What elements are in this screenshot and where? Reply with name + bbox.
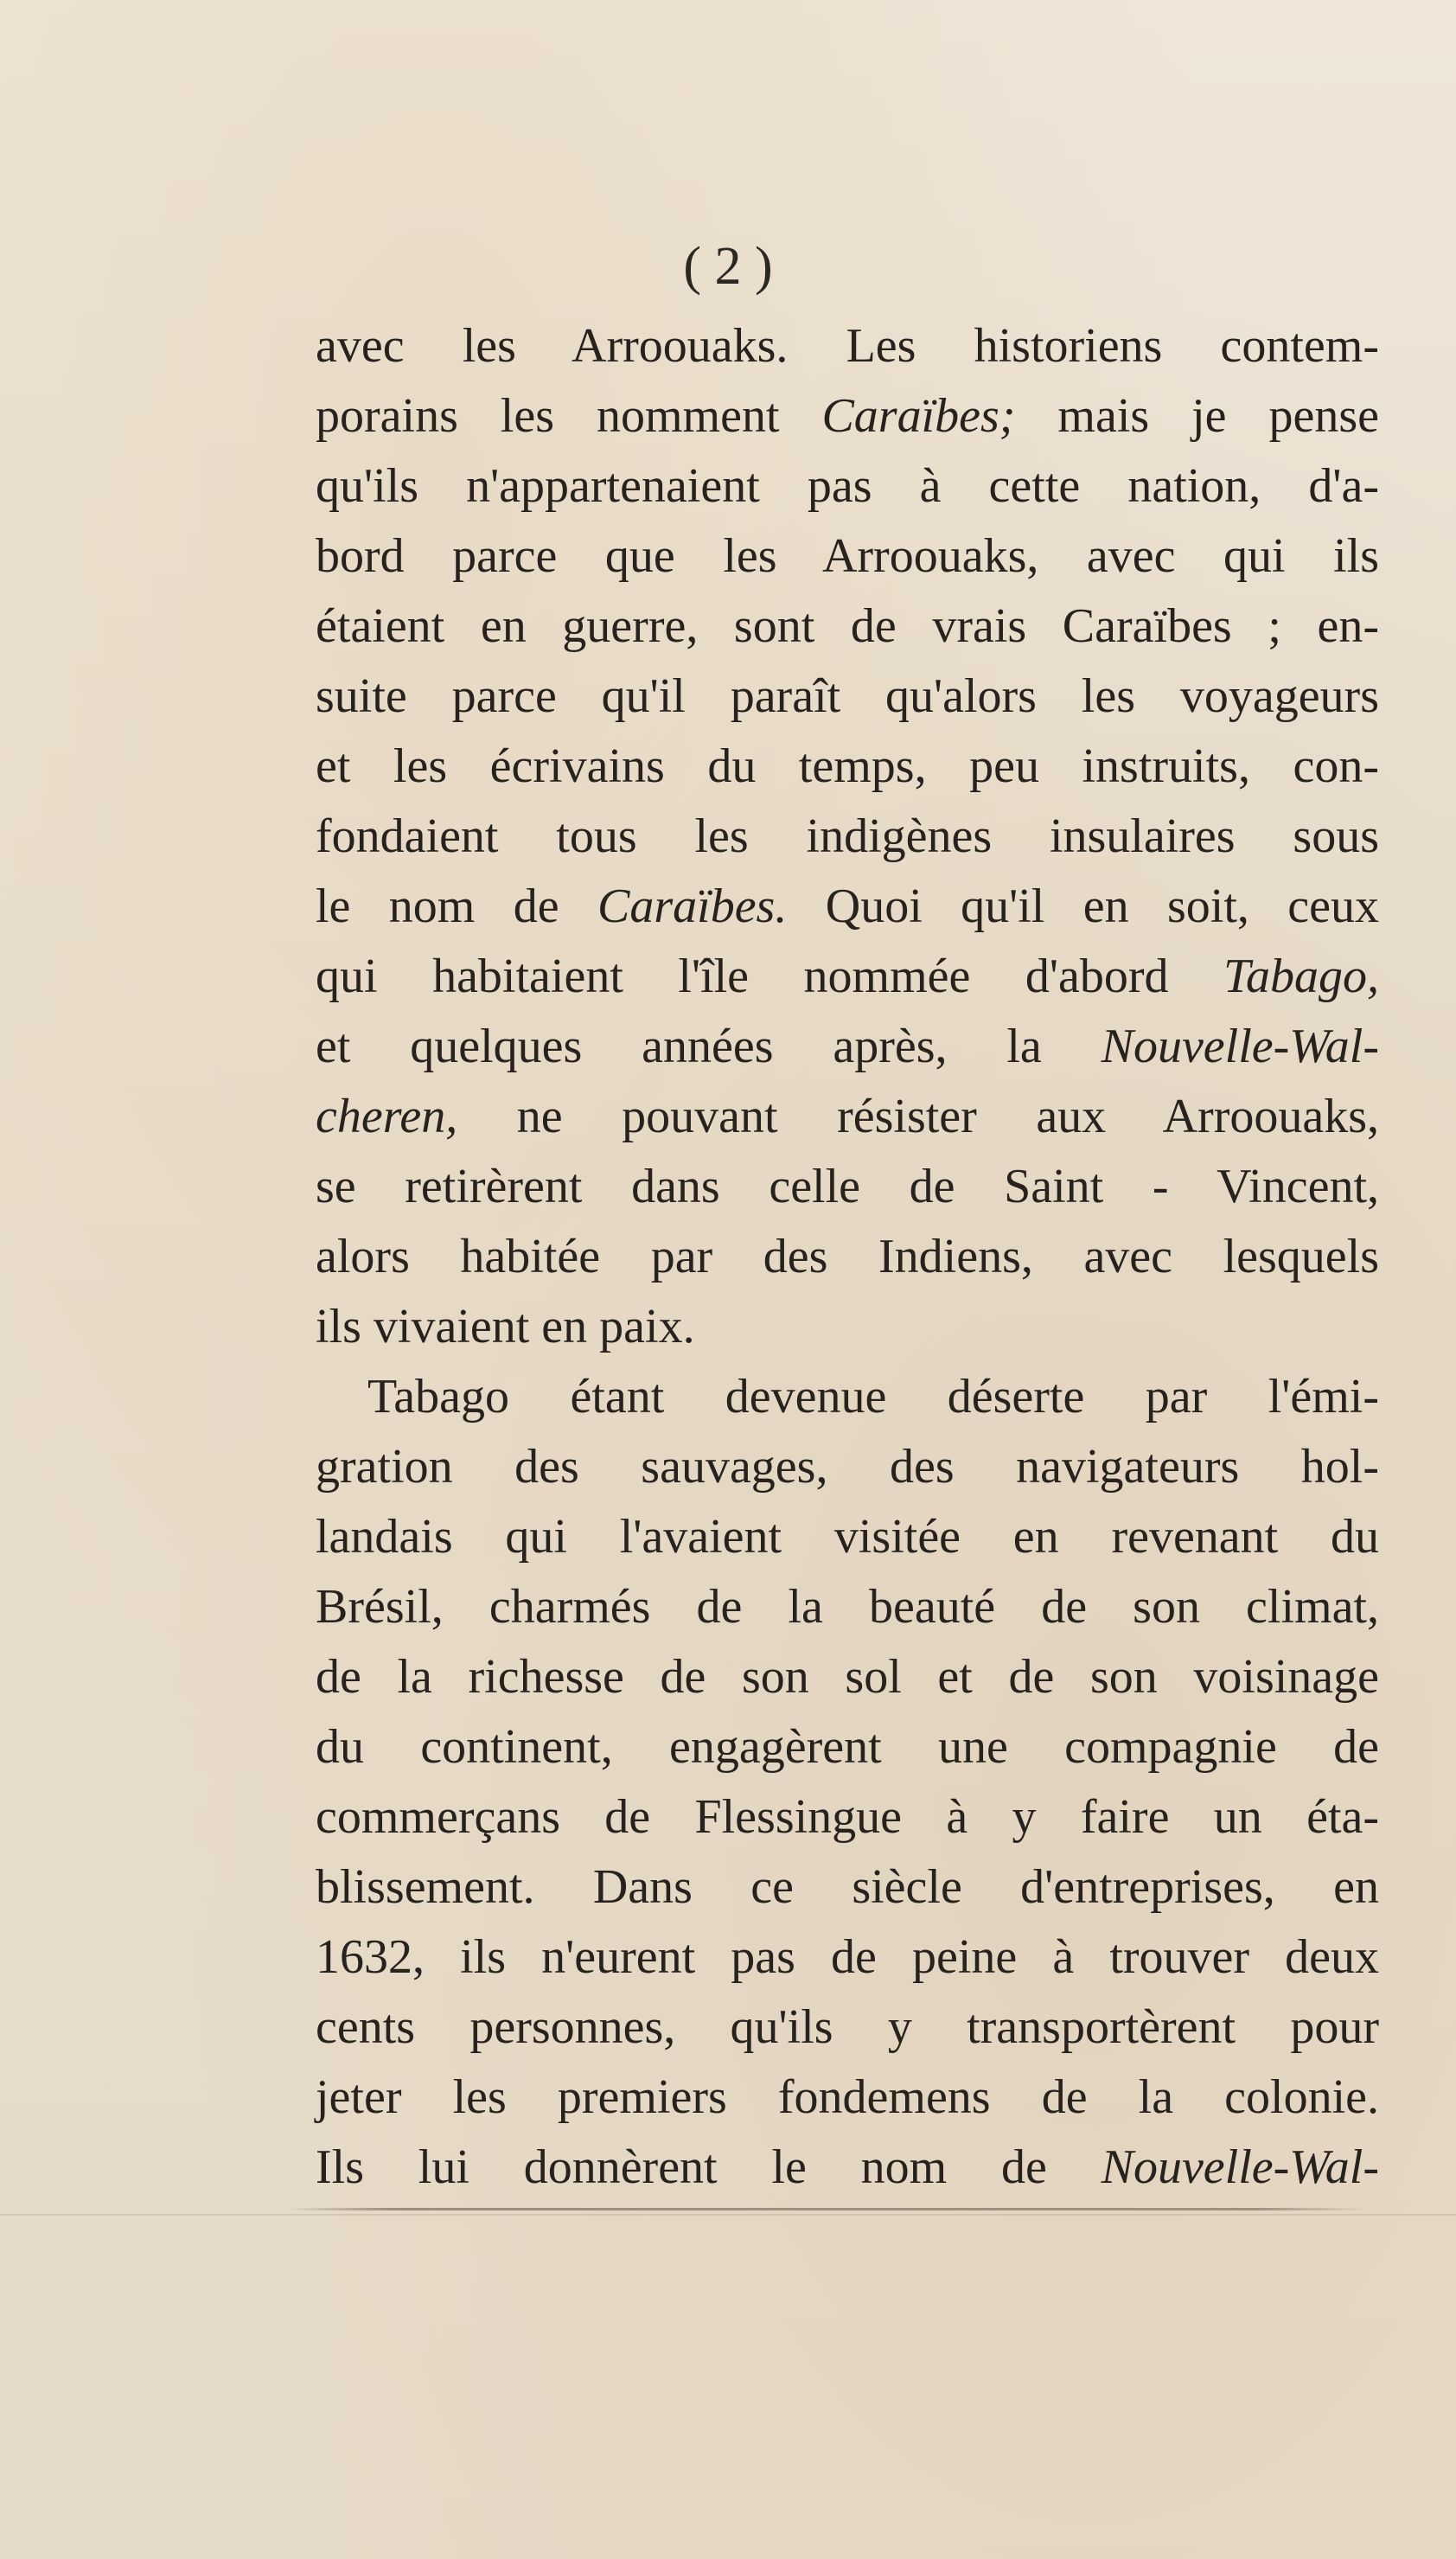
text-line [316,521,1379,592]
text-run: gration des sauvages, des navigateurs hol- [316,1440,1379,1494]
text-run: Ils lui donnèrent le nom de [316,2140,1102,2194]
text-line [316,1922,1379,1993]
text-run: ne pouvant résister aux Arroouaks, [457,1090,1379,1143]
text-run: alors habitée par des Indiens, avec lesquels [316,1230,1379,1283]
text-line [316,1292,1379,1362]
bottom-edge-shadow [285,2208,1366,2210]
text-run: de la richesse de son sol et de son voisinage [316,1650,1379,1704]
italic-text: cheren, [316,1090,458,1143]
text-run: mais je pense [1015,389,1379,443]
text-line [316,732,1379,802]
text-run: bord parce que les Arroouaks, avec qui ils [316,529,1379,583]
text-line [316,1362,1379,1432]
italic-text: Nouvelle-Wal- [1101,2140,1379,2194]
text-line [316,311,1379,381]
text-run: qu'ils n'appartenaient pas à cette nation, d'a- [316,459,1379,513]
text-run: se retirèrent dans celle de Saint - Vincent, [316,1160,1379,1213]
text-run: qui habitaient l'île nommée d'abord [316,950,1223,1003]
body-text [316,311,1379,2203]
text-line [316,1993,1379,2063]
text-line [316,1432,1379,1502]
text-line [316,662,1379,732]
text-run: du continent, engagèrent une compagnie de [316,1720,1379,1774]
text-run: étaient en guerre, sont de vrais Caraïbes ; en- [316,599,1379,653]
paper-fold-line [0,2214,1456,2216]
text-run: porains les nomment [316,389,822,443]
text-line [316,1712,1379,1782]
text-run: commerçans de Flessingue à y faire un éta- [316,1790,1379,1844]
text-line [316,802,1379,872]
text-line [316,1082,1379,1152]
text-line [316,1502,1379,1572]
text-run: fondaient tous les indigènes insulaires sous [316,809,1379,863]
text-run: suite parce qu'il paraît qu'alors les voyageurs [316,669,1379,723]
text-line [316,592,1379,662]
text-line [316,1852,1379,1922]
text-run: avec les Arroouaks. Les historiens contem- [316,319,1379,373]
text-run: et quelques années après, la [316,1020,1102,1073]
text-run: Tabago étant devenue déserte par l'émi- [367,1370,1379,1423]
text-line [316,872,1379,942]
text-line [316,1782,1379,1852]
text-line [316,381,1379,451]
text-run: Brésil, charmés de la beauté de son climat, [316,1580,1379,1634]
text-line [316,1152,1379,1222]
italic-text: Tabago, [1223,950,1379,1003]
page-number: ( 2 ) [683,237,773,296]
text-line [316,942,1379,1012]
text-line [316,1642,1379,1712]
text-line [316,2133,1379,2203]
text-run: blissement. Dans ce siècle d'entreprises, en [316,1860,1379,1914]
text-run: Quoi qu'il en soit, ceux [787,880,1379,933]
text-run: cents personnes, qu'ils y transportèrent pour [316,2000,1379,2054]
text-line [316,2063,1379,2133]
text-run: le nom de [316,880,597,933]
text-run: ils vivaient en paix. [316,1300,695,1353]
text-run: et les écrivains du temps, peu instruits, con- [316,739,1379,793]
italic-text: Caraïbes; [821,389,1016,443]
italic-text: Caraïbes. [597,880,788,933]
text-run: 1632, ils n'eurent pas de peine à trouver deux [316,1930,1379,1984]
text-line [316,451,1379,521]
text-run: landais qui l'avaient visitée en revenant du [316,1510,1379,1564]
text-line [316,1222,1379,1292]
text-line [316,1012,1379,1082]
text-run: jeter les premiers fondemens de la colonie. [316,2070,1379,2124]
text-line [316,1572,1379,1642]
italic-text: Nouvelle-Wal- [1101,1020,1379,1073]
